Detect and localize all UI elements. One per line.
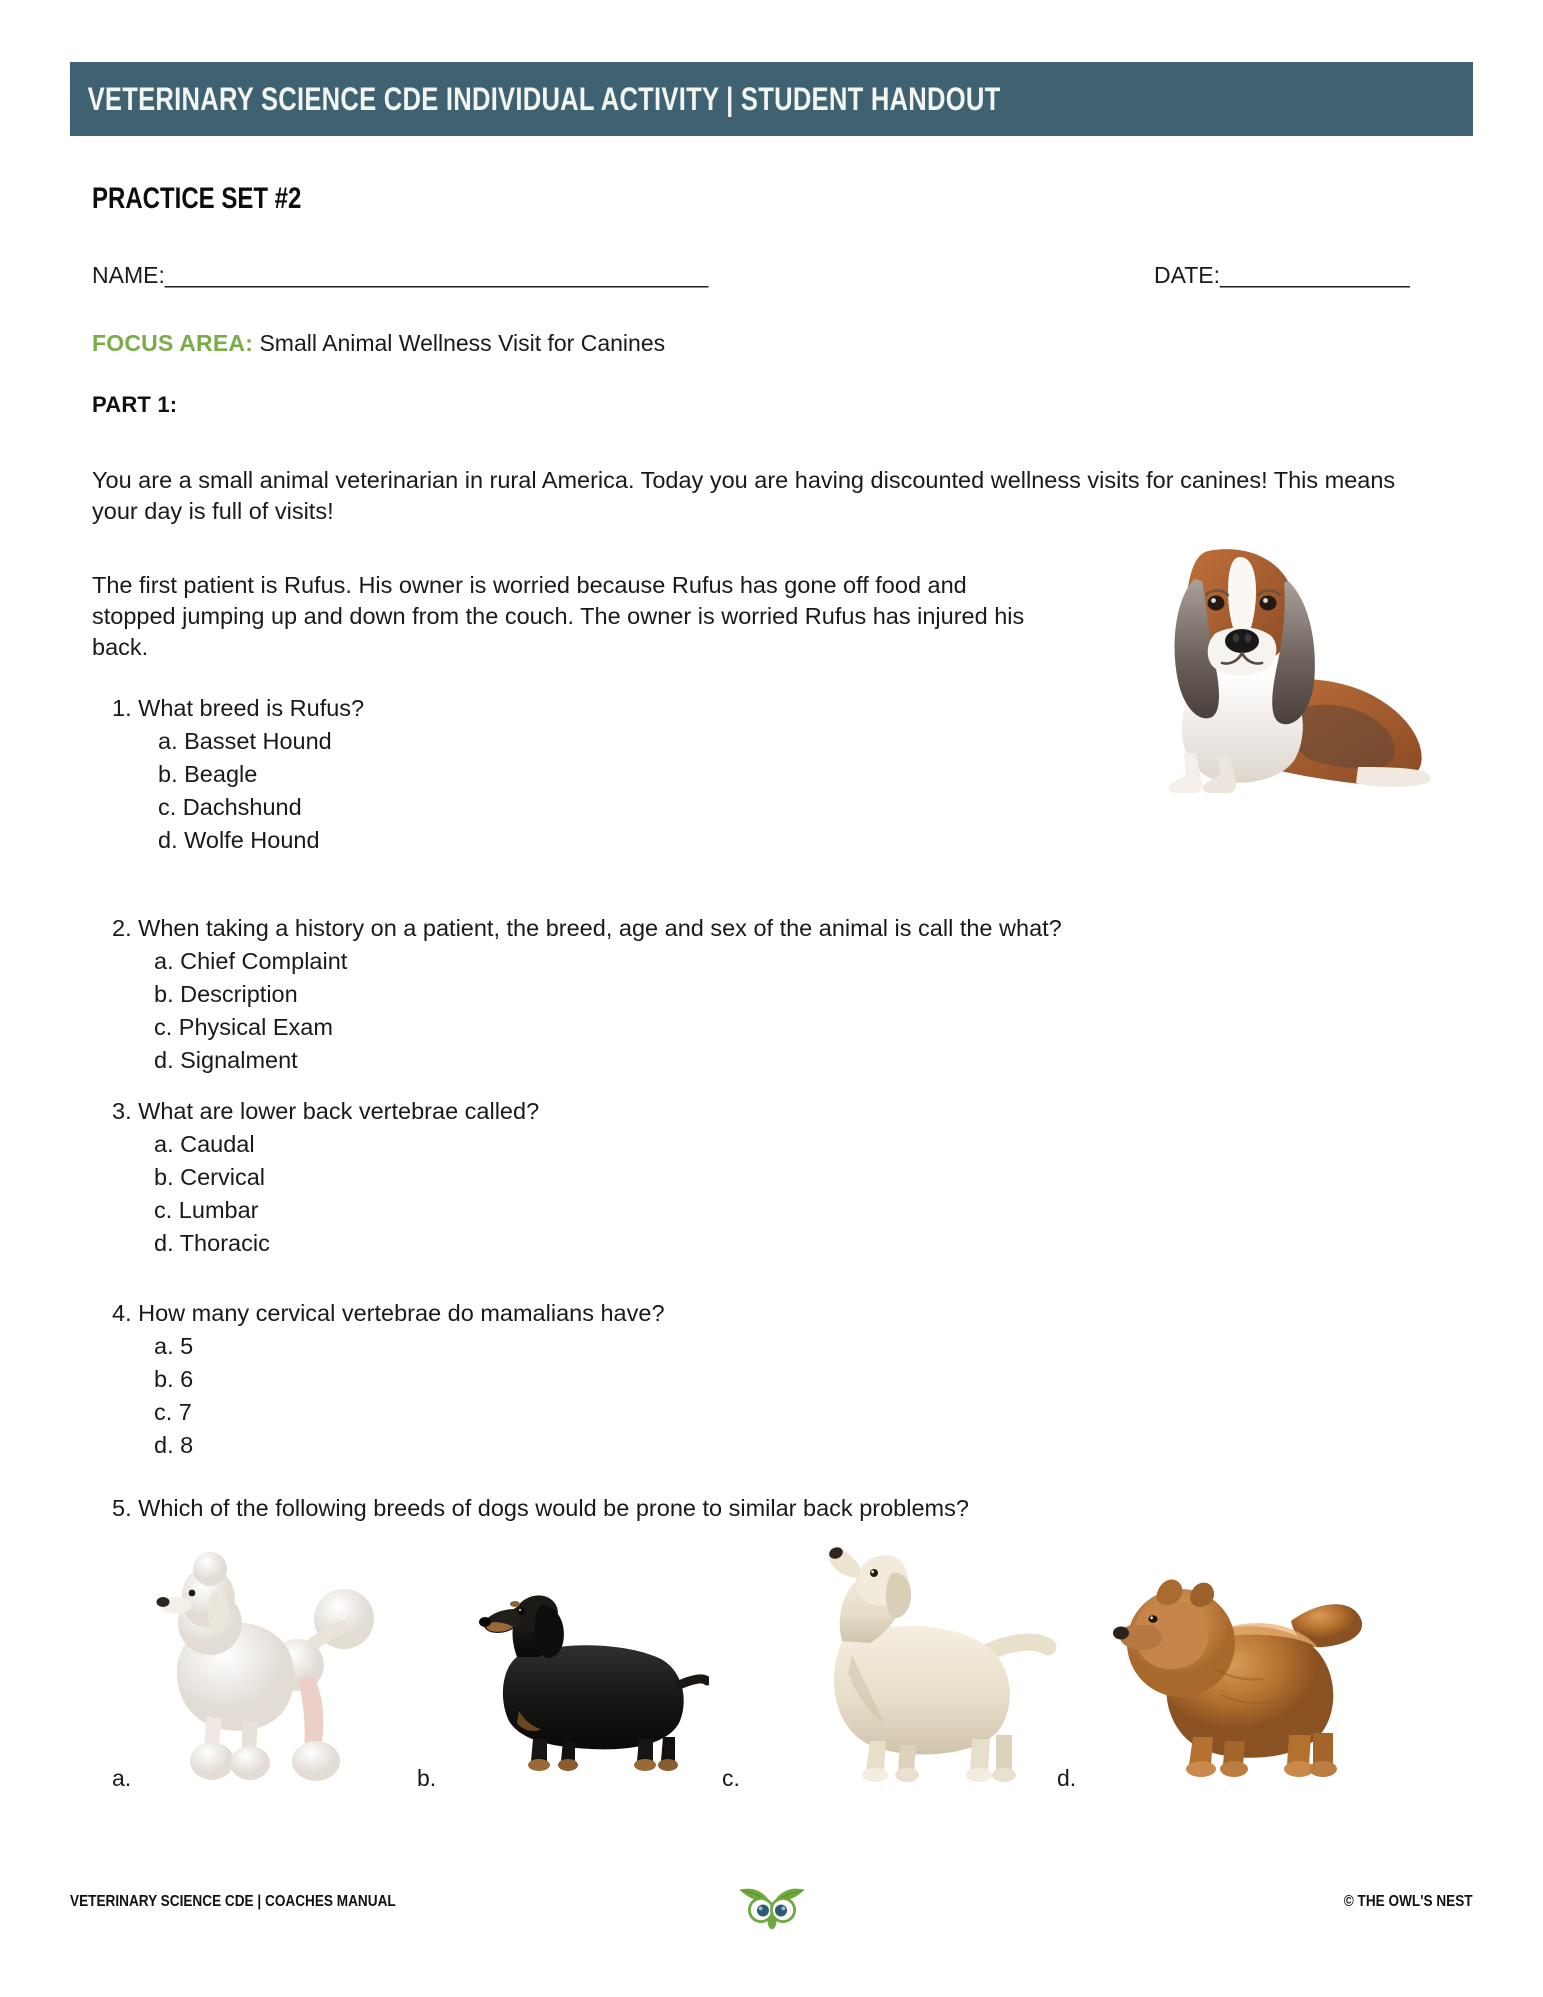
header-banner xyxy=(70,62,1473,136)
question-3-option-c[interactable]: c. Lumbar xyxy=(154,1197,259,1223)
intro-paragraph: You are a small animal veterinarian in rural America. Today you are having discounted wellness visits for canines! This means your day is full of visits! xyxy=(92,467,1396,524)
question-1-options xyxy=(112,725,364,857)
question-2-options xyxy=(112,945,1062,1077)
dog-choice-a-label: a. xyxy=(112,1765,132,1791)
footer-left-text: VETERINARY SCIENCE CDE | COACHES MANUAL xyxy=(70,1893,396,1910)
question-5 xyxy=(112,1492,969,1525)
question-1 xyxy=(112,692,364,857)
part-heading: PART 1: xyxy=(92,392,178,417)
name-fill-line[interactable]: ______________________________________________ xyxy=(164,262,708,288)
question-5-number: 5. xyxy=(112,1495,132,1521)
name-label: NAME: xyxy=(92,262,165,288)
name-date-row xyxy=(92,262,1444,298)
dog-choice-d-label: d. xyxy=(1057,1765,1077,1791)
date-fill-line[interactable]: ________________ xyxy=(1220,262,1409,288)
question-2-option-b[interactable]: b. Description xyxy=(154,981,298,1007)
basset-hound-photo xyxy=(1090,495,1450,855)
question-1-option-a[interactable]: a. Basset Hound xyxy=(158,728,332,754)
question-2 xyxy=(112,912,1062,1077)
question-4 xyxy=(112,1297,665,1462)
question-4-prompt: How many cervical vertebrae do mamalians have? xyxy=(138,1300,665,1326)
question-1-text xyxy=(112,692,364,725)
name-field[interactable] xyxy=(92,262,707,289)
question-4-text xyxy=(112,1297,665,1330)
date-field[interactable] xyxy=(1154,262,1409,289)
question-1-option-b[interactable]: b. Beagle xyxy=(158,761,258,787)
focus-area-line xyxy=(92,330,665,357)
dog-choice-b[interactable] xyxy=(417,1550,717,1800)
question-4-options xyxy=(112,1330,665,1462)
dog-choice-b-label: b. xyxy=(417,1765,437,1791)
question-1-number: 1. xyxy=(112,695,132,721)
focus-area-value: Small Animal Wellness Visit for Canines xyxy=(259,330,666,356)
rufus-paragraph: The first patient is Rufus. His owner is worried because Rufus has gone off food and stopped jumping up and down from the couch. The owner is worried Rufus has injured his back. xyxy=(92,572,1025,660)
question-3-prompt: What are lower back vertebrae called? xyxy=(138,1098,540,1124)
dachshund-photo xyxy=(459,1579,709,1784)
dog-choice-c[interactable] xyxy=(722,1550,1052,1800)
focus-area-label: FOCUS AREA: xyxy=(92,330,254,356)
question-5-image-options xyxy=(112,1540,1442,1800)
footer-copyright: © THE OWL'S NEST xyxy=(1344,1893,1473,1910)
question-4-option-a[interactable]: a. 5 xyxy=(154,1333,194,1359)
question-3 xyxy=(112,1095,539,1260)
question-3-option-b[interactable]: b. Cervical xyxy=(154,1164,266,1190)
labrador-retriever-photo xyxy=(760,1545,1060,1800)
question-4-option-c[interactable]: c. 7 xyxy=(154,1399,192,1425)
page-title: PRACTICE SET #2 xyxy=(92,182,302,215)
question-2-prompt: When taking a history on a patient, the breed, age and sex of the animal is call the what? xyxy=(138,915,1062,941)
chow-chow-photo xyxy=(1095,1549,1375,1794)
question-3-options xyxy=(112,1128,539,1260)
header-title: VETERINARY SCIENCE CDE INDIVIDUAL ACTIVITY | STUDENT HANDOUT xyxy=(87,80,1001,117)
question-1-option-c[interactable]: c. Dachshund xyxy=(158,794,302,820)
question-2-option-a[interactable]: a. Chief Complaint xyxy=(154,948,348,974)
question-5-prompt: Which of the following breeds of dogs would be prone to similar back problems? xyxy=(138,1495,969,1521)
dog-choice-c-label: c. xyxy=(722,1765,740,1791)
question-5-text xyxy=(112,1492,969,1525)
question-3-option-a[interactable]: a. Caudal xyxy=(154,1131,255,1157)
owl-logo xyxy=(737,1877,807,1935)
question-2-option-d[interactable]: d. Signalment xyxy=(154,1047,298,1073)
dog-choice-d[interactable] xyxy=(1057,1550,1387,1800)
question-2-option-c[interactable]: c. Physical Exam xyxy=(154,1014,333,1040)
question-1-option-d[interactable]: d. Wolfe Hound xyxy=(158,827,320,853)
dog-choice-a[interactable] xyxy=(112,1550,412,1800)
question-3-text xyxy=(112,1095,539,1128)
question-3-number: 3. xyxy=(112,1098,132,1124)
question-4-option-b[interactable]: b. 6 xyxy=(154,1366,194,1392)
question-4-option-d[interactable]: d. 8 xyxy=(154,1432,194,1458)
question-4-number: 4. xyxy=(112,1300,132,1326)
question-1-prompt: What breed is Rufus? xyxy=(138,695,365,721)
date-label: DATE: xyxy=(1154,262,1221,288)
standard-poodle-photo xyxy=(148,1545,408,1800)
question-2-text xyxy=(112,912,1062,945)
question-3-option-d[interactable]: d. Thoracic xyxy=(154,1230,270,1256)
question-2-number: 2. xyxy=(112,915,132,941)
page-footer xyxy=(70,1885,1473,1935)
